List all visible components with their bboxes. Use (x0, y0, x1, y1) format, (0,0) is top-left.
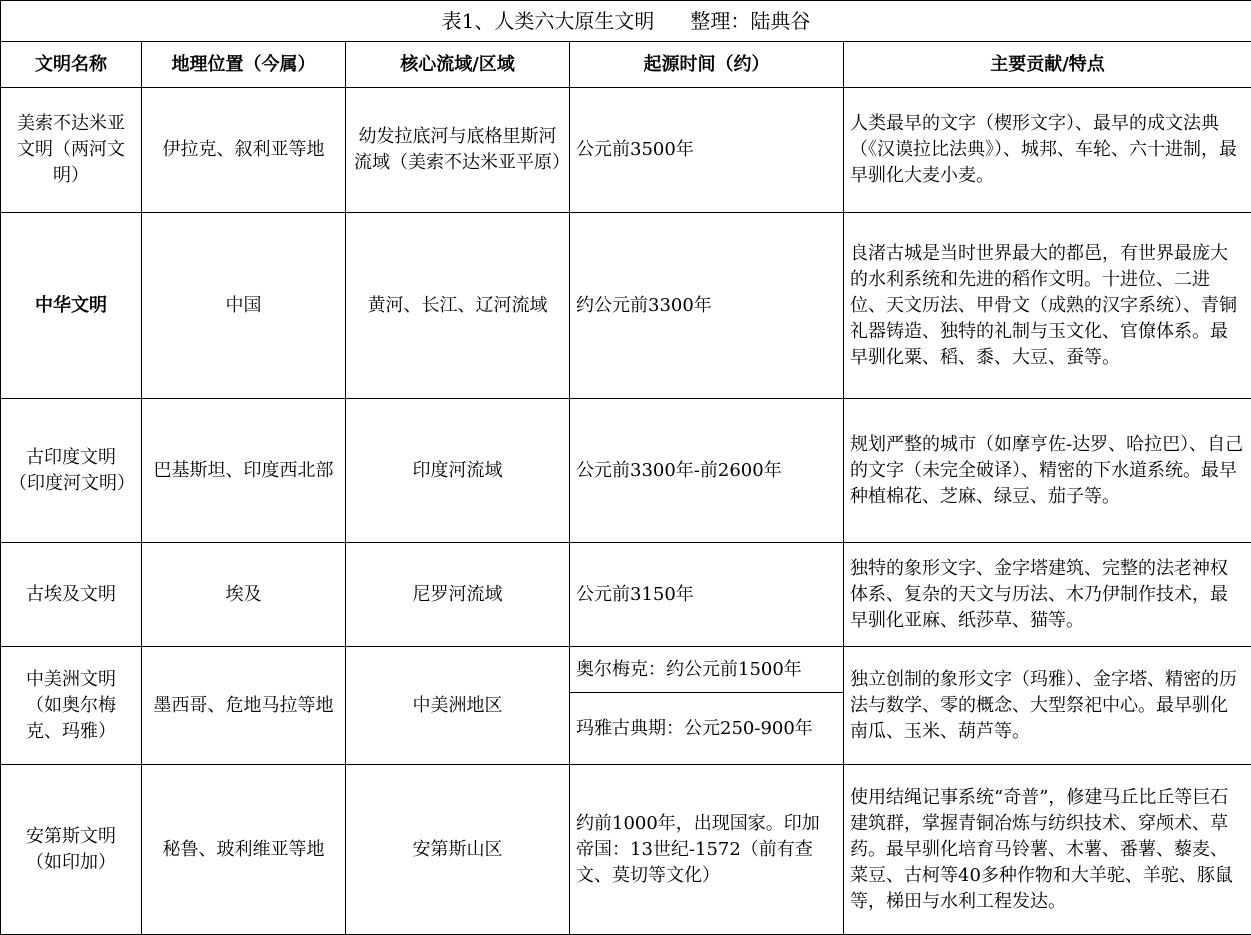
civ-location: 中国 (142, 213, 346, 399)
civ-region: 安第斯山区 (346, 765, 570, 935)
civ-location: 埃及 (142, 543, 346, 647)
civ-origin: 公元前3300年-前2600年 (570, 399, 844, 543)
table-row (1, 399, 1251, 543)
civ-name: 古印度文明（印度河文明） (1, 399, 142, 543)
civ-origin: 公元前3150年 (570, 543, 844, 647)
civ-region: 印度河流域 (346, 399, 570, 543)
header-region: 核心流域/区域 (346, 42, 570, 88)
civ-region: 中美洲地区 (346, 647, 570, 765)
header-origin: 起源时间（约） (570, 42, 844, 88)
table-title (1, 1, 1251, 42)
civ-location: 巴基斯坦、印度西北部 (142, 399, 346, 543)
civ-origin: 约前1000年，出现国家。印加帝国：13世纪-1572（前有查文、莫切等文化） (570, 765, 844, 935)
header-name: 文明名称 (1, 42, 142, 88)
title-text: 表1、人类六大原生文明 (442, 9, 655, 33)
civ-contribution: 独立创制的象形文字（玛雅）、金字塔、精密的历法与数学、零的概念、大型祭祀中心。最早驯化南瓜、玉米、葫芦等。 (844, 647, 1251, 765)
civ-location: 墨西哥、危地马拉等地 (142, 647, 346, 765)
civ-contribution: 人类最早的文字（楔形文字）、最早的成文法典（《汉谟拉比法典》）、城邦、车轮、六十进制，最早驯化大麦小麦。 (844, 88, 1251, 213)
table-row (1, 213, 1251, 399)
civ-region: 黄河、长江、辽河流域 (346, 213, 570, 399)
civ-name: 古埃及文明 (1, 543, 142, 647)
header-location: 地理位置（今属） (142, 42, 346, 88)
civ-name: 中华文明 (1, 213, 142, 399)
civ-contribution: 良渚古城是当时世界最大的都邑，有世界最庞大的水利系统和先进的稻作文明。十进位、二进位、天文历法、甲骨文（成熟的汉字系统）、青铜礼器铸造、独特的礼制与玉文化、官僚体系。最早驯化粟、稻、黍、大豆、蚕等。 (844, 213, 1251, 399)
table-row (1, 88, 1251, 213)
title-author: 整理：陆典谷 (690, 9, 810, 33)
civ-contribution: 独特的象形文字、金字塔建筑、完整的法老神权体系、复杂的天文与历法、木乃伊制作技术，最早驯化亚麻、纸莎草、猫等。 (844, 543, 1251, 647)
civ-origin: 约公元前3300年 (570, 213, 844, 399)
table-row (1, 543, 1251, 647)
header-row (1, 42, 1251, 88)
civ-name: 中美洲文明（如奥尔梅克、玛雅） (1, 647, 142, 765)
table-row (1, 765, 1251, 935)
civ-name: 美索不达米亚文明（两河文明） (1, 88, 142, 213)
civ-origin-maya: 玛雅古典期：公元250-900年 (570, 693, 844, 765)
civ-contribution: 规划严整的城市（如摩亨佐-达罗、哈拉巴）、自己的文字（未完全破译）、精密的下水道系统。最早种植棉花、芝麻、绿豆、茄子等。 (844, 399, 1251, 543)
civ-region: 尼罗河流域 (346, 543, 570, 647)
civ-origin: 公元前3500年 (570, 88, 844, 213)
civ-contribution: 使用结绳记事系统“奇普”，修建马丘比丘等巨石建筑群，掌握青铜冶炼与纺织技术、穿颅术、草药。最早驯化培育马铃薯、木薯、番薯、藜麦、菜豆、古柯等40多种作物和大羊驼、羊驼、豚鼠等，梯田与水利工程发达。 (844, 765, 1251, 935)
civ-origin-olmec: 奥尔梅克：约公元前1500年 (570, 647, 844, 693)
civ-location: 秘鲁、玻利维亚等地 (142, 765, 346, 935)
civ-name: 安第斯文明（如印加） (1, 765, 142, 935)
header-contribution: 主要贡献/特点 (844, 42, 1251, 88)
civ-location: 伊拉克、叙利亚等地 (142, 88, 346, 213)
civ-region: 幼发拉底河与底格里斯河流域（美索不达米亚平原） (346, 88, 570, 213)
table-row (1, 647, 1251, 693)
